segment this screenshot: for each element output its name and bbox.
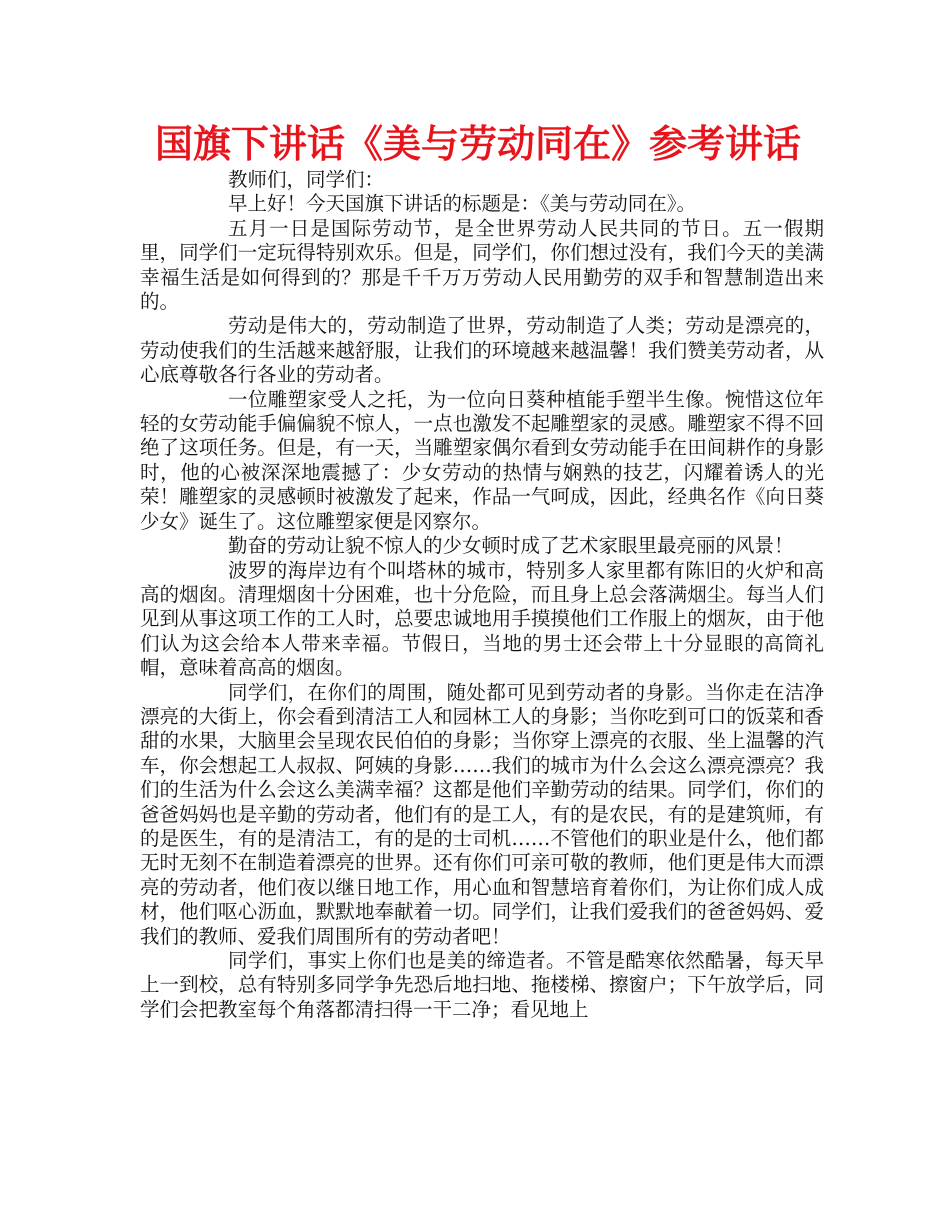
- paragraph: 劳动是伟大的，劳动制造了世界，劳动制造了人类；劳动是漂亮的，劳动使我们的生活越来越舒服，让我们的环境越来越温馨！我们赞美劳动者，从心底尊敬各行各业的劳动者。: [140, 314, 824, 387]
- paragraph: 一位雕塑家受人之托，为一位向日葵种植能手塑半生像。惋惜这位年轻的女劳动能手偏偏貌不惊人，一点也激发不起雕塑家的灵感。雕塑家不得不回绝了这项任务。但是，有一天，当雕塑家偶尔看到女劳动能手在田间耕作的身影时，他的心被深深地震撼了：少女劳动的热情与娴熟的技艺，闪耀着诱人的光荣！雕塑家的灵感顿时被激发了起来，作品一气呵成，因此，经典名作《向日葵少女》诞生了。这位雕塑家便是冈察尔。: [140, 387, 824, 533]
- paragraph: 同学们，在你们的周围，随处都可见到劳动者的身影。当你走在洁净漂亮的大街上，你会看到清洁工人和园林工人的身影；当你吃到可口的饭菜和香甜的水果，大脑里会呈现农民伯伯的身影；当你穿上漂亮的衣服、坐上温馨的汽车，你会想起工人叔叔、阿姨的身影……我们的城市为什么会这么漂亮漂亮？我们的生活为什么会这么美满幸福？这都是他们辛勤劳动的结果。同学们，你们的爸爸妈妈也是辛勤的劳动者，他们有的是工人，有的是农民，有的是建筑师，有的是医生，有的是清洁工，有的是的士司机……不管他们的职业是什么，他们都无时无刻不在制造着漂亮的世界。还有你们可亲可敬的教师，他们更是伟大而漂亮的劳动者，他们夜以继日地工作，用心血和智慧培育着你们，为让你们成人成材，他们呕心沥血，默默地奉献着一切。同学们，让我们爱我们的爸爸妈妈、爱我们的教师、爱我们周围所有的劳动者吧！: [140, 680, 824, 948]
- paragraph-greeting: 教师们，同学们：: [228, 168, 385, 191]
- document-title: 国旗下讲话《美与劳动同在》参考讲话: [154, 122, 801, 166]
- paragraph: 五月一日是国际劳动节，是全世界劳动人民共同的节日。五一假期里，同学们一定玩得特别欢乐。但是，同学们，你们想过没有，我们今天的美满幸福生活是如何得到的？那是千千万万劳动人民用勤劳的双手和智慧制造出来的。: [140, 216, 824, 314]
- paragraph: 波罗的海岸边有个叫塔林的城市，特别多人家里都有陈旧的火炉和高高的烟囱。清理烟囱十分困难，也十分危险，而且身上总会落满烟尘。每当人们见到从事这项工作的工人时，总要忠诚地用手摸摸他们工作服上的烟灰，由于他们认为这会给本人带来幸福。节假日，当地的男士还会带上十分显眼的高筒礼帽，意味着高高的烟囱。: [140, 558, 824, 680]
- paragraph: 勤奋的劳动让貌不惊人的少女顿时成了艺术家眼里最亮丽的风景！: [228, 534, 794, 558]
- document-body: [140, 168, 824, 1022]
- paragraph-intro: 早上好！今天国旗下讲话的标题是：《美与劳动同在》。: [228, 192, 697, 216]
- paragraph: 同学们，事实上你们也是美的缔造者。不管是酷寒依然酷暑，每天早上一到校，总有特别多同学争先恐后地扫地、拖楼梯、擦窗户；下午放学后，同学们会把教室每个角落都清扫得一干二净；看见地上: [140, 949, 824, 1021]
